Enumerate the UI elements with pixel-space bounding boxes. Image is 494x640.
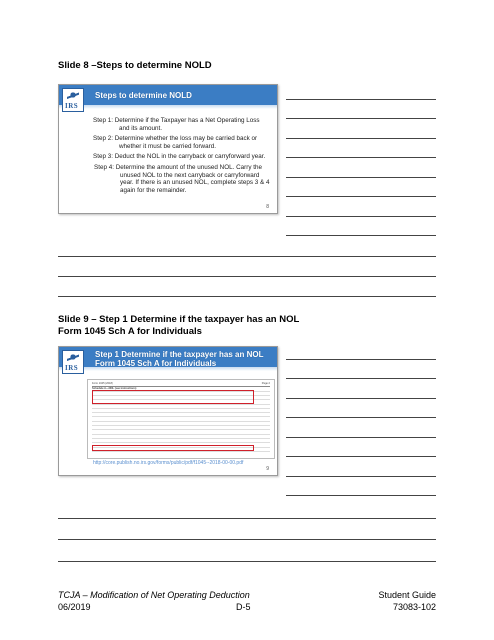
form-header-right: Page 2 bbox=[261, 382, 270, 385]
slide8-thumbnail bbox=[58, 84, 278, 214]
slide8-page-number: 8 bbox=[266, 204, 269, 210]
footer-date: 06/2019 bbox=[58, 602, 91, 612]
step-2: Step 2: Determine whether the loss may be carried back or whether it must be carried forward. bbox=[93, 135, 258, 150]
form-schedule-label: Schedule A—NOL (see instructions) bbox=[92, 387, 137, 390]
irs-logo-text: IRS bbox=[65, 364, 79, 372]
footer-title: TCJA – Modification of Net Operating Deduction bbox=[58, 590, 250, 600]
form-highlight-box bbox=[92, 445, 254, 451]
eagle-icon bbox=[67, 91, 79, 101]
note-line bbox=[58, 518, 436, 519]
footer-page: D-5 bbox=[236, 602, 251, 612]
form-highlight-box bbox=[92, 390, 254, 404]
irs-logo bbox=[62, 350, 84, 374]
irs-logo bbox=[62, 88, 84, 112]
footer-guide: Student Guide bbox=[378, 590, 436, 600]
slide9-title-line1: Step 1 Determine if the taxpayer has an NOL bbox=[95, 350, 264, 359]
slide9-heading-line2: Form 1045 Sch A for Individuals bbox=[58, 326, 202, 337]
slide8-title: Steps to determine NOLD bbox=[95, 91, 192, 100]
note-line bbox=[58, 539, 436, 540]
step-1: Step 1: Determine if the Taxpayer has a Net Operating Loss and its amount. bbox=[93, 117, 260, 132]
note-line bbox=[58, 276, 436, 277]
slide8-steps bbox=[93, 117, 271, 197]
slide9-title-line2: Form 1045 Sch A for Individuals bbox=[95, 359, 217, 368]
slide9-page-number: 9 bbox=[266, 466, 269, 472]
form-1045-image bbox=[87, 379, 275, 459]
step-4: Step 4: Determine the amount of the unused NOL. Carry the unused NOL to the next carryback or carryforward year. If there is an unused NOL, complete steps 3 & 4 again for the remainder. bbox=[94, 163, 270, 194]
slide9-thumbnail bbox=[58, 346, 278, 476]
note-line bbox=[58, 561, 436, 562]
irs-logo-text: IRS bbox=[65, 102, 79, 110]
slide9-heading-line1: Slide 9 – Step 1 Determine if the taxpayer has an NOL bbox=[58, 314, 300, 325]
slide8-heading: Slide 8 –Steps to determine NOLD bbox=[58, 60, 212, 71]
note-line bbox=[58, 296, 436, 297]
note-line bbox=[58, 256, 436, 257]
form-header-left: Form 1045 (2018) bbox=[92, 382, 113, 385]
eagle-icon bbox=[67, 353, 79, 363]
footer-code: 73083-102 bbox=[392, 602, 436, 612]
form-url-link[interactable]: http://core.publish.no.irs.gov/forms/public/pdf/f1045--2018-00-00.pdf bbox=[93, 460, 244, 466]
step-3: Step 3: Deduct the NOL in the carryback or carryforward year. bbox=[93, 153, 266, 161]
